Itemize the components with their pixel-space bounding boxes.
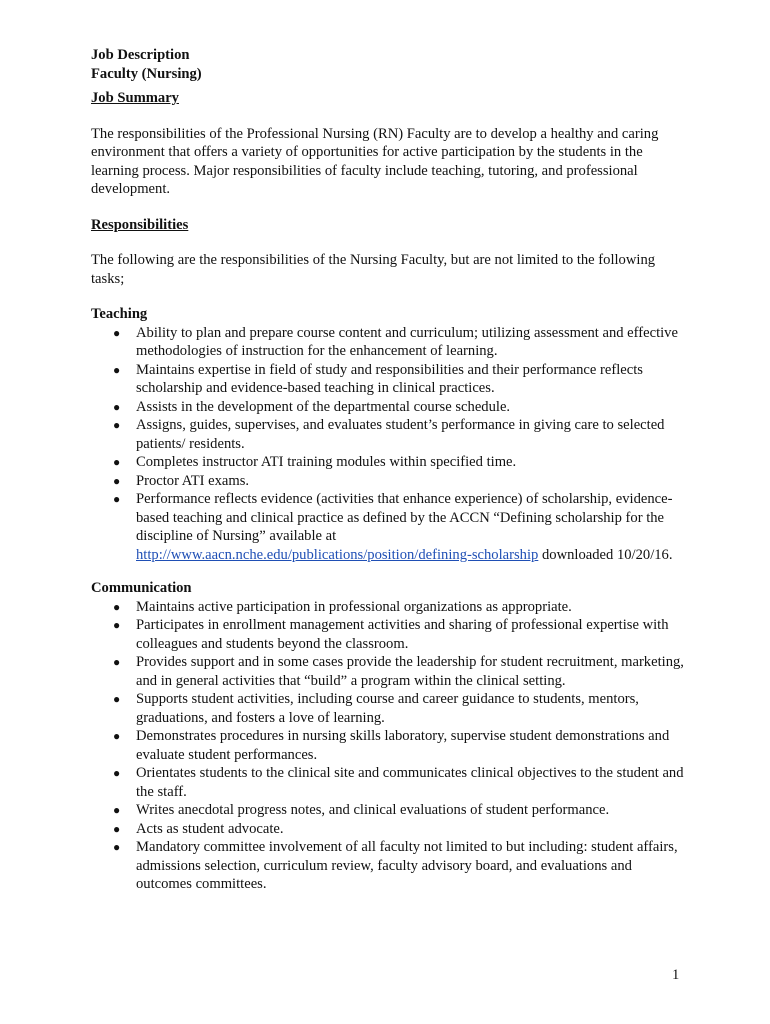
bullet-icon: ● — [113, 692, 121, 706]
list-item-text: Performance reflects evidence (activities that enhance experience) of scholarship, evidence-based teaching and clinical practice as defined by the ACCN “Defining scholarship for the discipline of Nursing” available at — [136, 491, 673, 544]
list-item-text: Orientates students to the clinical site and communicates clinical objectives to the student and the staff. — [136, 765, 684, 800]
bullet-icon: ● — [113, 803, 121, 817]
list-item — [91, 690, 691, 727]
list-item — [91, 820, 691, 839]
list-item-text: Assigns, guides, supervises, and evaluates student’s performance in giving care to selected patients/ residents. — [136, 417, 665, 452]
teaching-heading: Teaching — [91, 306, 148, 322]
bullet-icon: ● — [113, 362, 121, 377]
bullet-icon: ● — [113, 618, 121, 632]
list-item — [91, 416, 691, 453]
list-item — [91, 801, 691, 820]
list-item — [91, 653, 691, 690]
list-item-text: Maintains expertise in field of study and responsibilities and their performance reflects scholarship and evidence-based teaching in clinical practices. — [136, 361, 643, 396]
list-item-text: Assists in the development of the departmental course schedule. — [136, 398, 511, 415]
bullet-icon: ● — [113, 599, 121, 614]
list-item-text: Supports student activities, including course and career guidance to students, mentors, graduations, and fosters a love of learning. — [136, 691, 639, 726]
bullet-icon: ● — [113, 399, 121, 414]
bullet-icon: ● — [113, 766, 121, 780]
list-item — [91, 490, 691, 564]
bullet-icon: ● — [113, 655, 121, 669]
responsibilities-heading: Responsibilities — [91, 216, 189, 233]
download-date-text: downloaded 10/20/16. — [538, 546, 673, 563]
list-item-text: Mandatory committee involvement of all faculty not limited to but including: student affairs, admissions selection, curriculum review, faculty advisory board, and evaluations and outcomes committees. — [136, 839, 678, 892]
document-title: Job Description — [91, 47, 190, 63]
job-summary-text: The responsibilities of the Professional Nursing (RN) Faculty are to develop a healthy and caring environment that offers a variety of opportunities for active participation by the students in the learning process. Major responsibilities of faculty include teaching, tutoring, and professional development. — [91, 125, 659, 197]
page-number: 1 — [672, 967, 680, 983]
list-item — [91, 838, 691, 894]
list-item-text: Writes anecdotal progress notes, and clinical evaluations of student performance. — [136, 802, 610, 818]
bullet-icon: ● — [113, 325, 121, 340]
list-item — [91, 727, 691, 764]
list-item-text: Proctor ATI exams. — [136, 472, 250, 489]
list-item — [91, 598, 691, 617]
list-item — [91, 616, 691, 653]
bullet-icon: ● — [113, 821, 121, 836]
responsibilities-intro: The following are the responsibilities of the Nursing Faculty, but are not limited to the following tasks; — [91, 252, 656, 287]
bullet-icon: ● — [113, 418, 121, 432]
bullet-icon: ● — [113, 473, 121, 488]
document-subtitle: Faculty (Nursing) — [91, 65, 202, 82]
list-item — [91, 324, 691, 361]
bullet-icon: ● — [113, 840, 121, 854]
list-item-text: Provides support and in some cases provide the leadership for student recruitment, marketing, and in general activities that “build” a program within the clinical setting. — [136, 654, 684, 689]
communication-list — [91, 598, 691, 894]
list-item — [91, 398, 691, 417]
list-item-text: Demonstrates procedures in nursing skills laboratory, supervise student demonstrations and evaluate student performances. — [136, 728, 670, 763]
bullet-icon: ● — [113, 492, 121, 506]
document-page — [91, 46, 691, 894]
list-item-text: Maintains active participation in professional organizations as appropriate. — [136, 598, 572, 615]
scholarship-link[interactable]: http://www.aacn.nche.edu/publications/position/defining-scholarship — [136, 546, 539, 563]
list-item-text: Participates in enrollment management activities and sharing of professional expertise with colleagues and students beyond the classroom. — [136, 617, 669, 652]
list-item-text: Ability to plan and prepare course content and curriculum; utilizing assessment and effective methodologies of instruction for the enhancement of learning. — [136, 324, 678, 359]
communication-heading: Communication — [91, 580, 192, 596]
list-item-text: Completes instructor ATI training modules within specified time. — [136, 454, 517, 470]
job-summary-heading: Job Summary — [91, 90, 179, 106]
list-item — [91, 453, 691, 472]
list-item — [91, 472, 691, 491]
list-item-text: Acts as student advocate. — [136, 820, 284, 837]
list-item — [91, 361, 691, 398]
bullet-icon: ● — [113, 729, 121, 743]
list-item — [91, 764, 691, 801]
teaching-list — [91, 324, 691, 565]
bullet-icon: ● — [113, 455, 121, 469]
